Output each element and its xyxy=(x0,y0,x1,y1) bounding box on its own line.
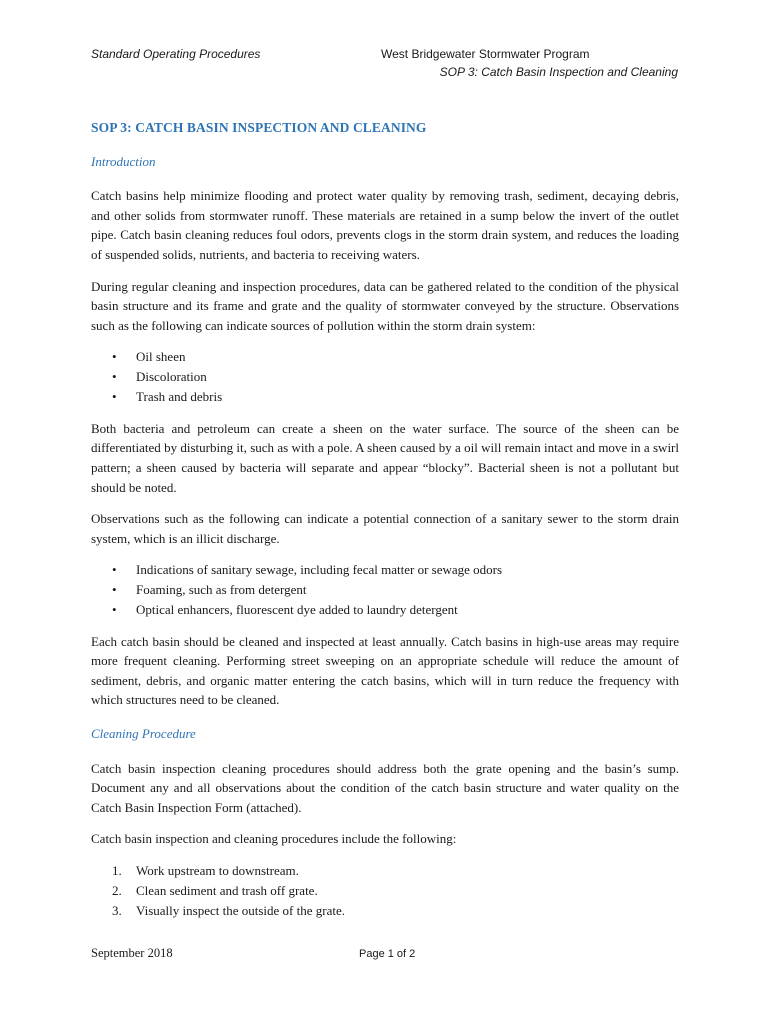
intro-paragraph-2: During regular cleaning and inspection procedures, data can be gathered related to the condition of the physical basin structure and its frame and grate and the quality of stormwater conveyed by the structure. Observations such as the following can indicate sources of pollution within the storm drain system: xyxy=(91,278,679,333)
footer-page-number: Page 1 of 2 xyxy=(359,948,416,960)
list-item xyxy=(91,367,679,387)
introduction-heading: Introduction xyxy=(91,153,156,169)
list-item-text: Indications of sanitary sewage, including fecal matter or sewage odors xyxy=(136,562,503,578)
list-item-text: Trash and debris xyxy=(136,388,223,404)
footer-date: September 2018 xyxy=(91,946,173,960)
cleaning-steps-list xyxy=(91,861,679,920)
intro-paragraph-3: Both bacteria and petroleum can create a sheen on the water surface. The source of the sheen can be differentiated by disturbing it, such as with a pole. A sheen caused by a oil will remain intact and move in a swirl pattern; a sheen caused by bacteria will separate and appear “blocky”. Bacterial sheen is not a pollutant but should be noted. xyxy=(91,420,679,495)
list-item xyxy=(91,861,679,881)
header-program-name: West Bridgewater Stormwater Program xyxy=(381,47,590,61)
bullet-icon: • xyxy=(112,388,117,404)
cleaning-paragraph-2: Catch basin inspection and cleaning procedures include the following: xyxy=(91,831,457,847)
list-item-text: Foaming, such as from detergent xyxy=(136,582,307,598)
list-item xyxy=(91,600,679,620)
list-item-text: Optical enhancers, fluorescent dye added to laundry detergent xyxy=(136,601,458,617)
step-text: Work upstream to downstream. xyxy=(136,863,299,879)
pollution-indicator-list xyxy=(91,347,679,406)
step-text: Clean sediment and trash off grate. xyxy=(136,882,318,898)
step-number: 3. xyxy=(112,902,122,918)
step-number: 1. xyxy=(112,863,122,879)
bullet-icon: • xyxy=(112,562,117,578)
cleaning-procedure-heading: Cleaning Procedure xyxy=(91,726,196,742)
bullet-icon: • xyxy=(112,582,117,598)
header-sop-name: SOP 3: Catch Basin Inspection and Cleaning xyxy=(439,65,678,79)
sewer-indicator-list xyxy=(91,560,679,619)
intro-paragraph-1: Catch basins help minimize flooding and protect water quality by removing trash, sediment, decaying debris, and other solids from stormwater runoff. These materials are retained in a sump below the invert of the outlet pipe. Catch basin cleaning reduces foul odors, prevents clogs in the storm drain system, and reduces the loading of suspended solids, nutrients, and bacteria to receiving waters. xyxy=(91,188,679,262)
document-body xyxy=(91,110,679,920)
header-left-title: Standard Operating Procedures xyxy=(91,47,261,61)
list-item xyxy=(91,347,679,367)
step-text: Visually inspect the outside of the grate. xyxy=(136,902,345,918)
list-item xyxy=(91,881,679,901)
list-item xyxy=(91,387,679,407)
bullet-icon: • xyxy=(112,349,117,365)
bullet-icon: • xyxy=(112,369,117,385)
intro-paragraph-4: Observations such as the following can indicate a potential connection of a sanitary sewer to the storm drain system, which is an illicit discharge. xyxy=(91,511,679,546)
document-title: SOP 3: CATCH BASIN INSPECTION AND CLEANING xyxy=(91,120,427,135)
intro-paragraph-5: Each catch basin should be cleaned and inspected at least annually. Catch basins in high-use areas may require more frequent cleaning. Performing street sweeping on an appropriate schedule will reduce the amount of sediment, debris, and organic matter entering the catch basins, which will in turn reduce the frequency with which structures need to be cleaned. xyxy=(91,633,679,708)
step-number: 2. xyxy=(112,882,122,898)
cleaning-paragraph-1: Catch basin inspection cleaning procedures should address both the grate opening and the basin’s sump. Document any and all observations about the condition of the catch basin structure and water quality on the Catch Basin Inspection Form (attached). xyxy=(91,760,679,815)
list-item xyxy=(91,580,679,600)
list-item xyxy=(91,560,679,580)
list-item-text: Oil sheen xyxy=(136,349,186,365)
list-item-text: Discoloration xyxy=(136,369,207,385)
bullet-icon: • xyxy=(112,601,117,617)
list-item xyxy=(91,901,679,921)
